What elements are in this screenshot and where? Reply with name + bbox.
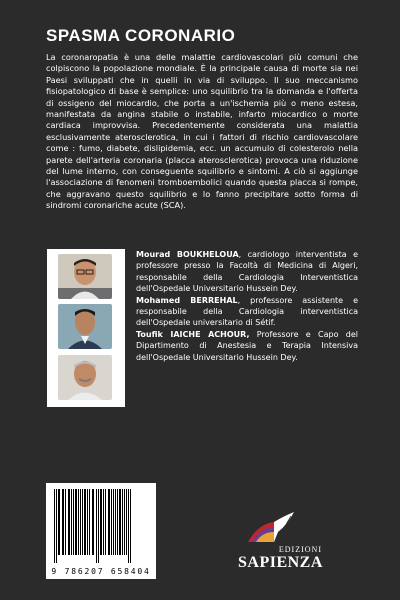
- barcode-bar: [111, 489, 112, 555]
- barcode-bar: [71, 489, 72, 555]
- barcode-bar: [87, 489, 88, 555]
- barcode-bar: [113, 489, 114, 555]
- barcode-bar: [84, 489, 86, 555]
- barcode-bar: [65, 489, 66, 555]
- isbn-number: 9 786207 658404: [51, 567, 151, 576]
- barcode-bar: [98, 489, 99, 563]
- author-bio-1: [136, 249, 358, 295]
- author-name-2: Mohamed BERREHAL: [136, 295, 238, 305]
- barcode-bar: [54, 489, 55, 563]
- synopsis-text: La coronaropatia è una delle malattie cardiovascolari più comuni che colpiscono la popolazione mondiale. È la principale causa di morte sia nei Paesi sviluppati che in quelli in via di sviluppo. Il suo meccanismo fisiopatologico di base è semplice: uno squilibrio tra la domanda e l'offerta di ossigeno del miocardio, che porta a un'ischemia più o meno estesa, manifestata da angina stabile o instabile, infarto miocardico o morte cardiaca improvvisa. Precedentemente considerata una malattia esclusivamente aterosclerotica, in cui i fattori di rischio cardiovascolare come : fumo, diabete, dislipidemia, ecc. un accumulo di colesterolo nella parete dell'arteria coronaria (placca aterosclerotica) provoca una riduzione del lume interno, con conseguente squilibrio e sintomi. A ciò si aggiunge l'associazione di fenomeni tromboembolici quando questa placca si rompe, che aggravano questo squilibrio e lo fanno precipitare sotto forma di sindromi coronariche acute (SCA).: [46, 52, 358, 211]
- barcode-bar: [80, 489, 81, 555]
- barcode-bar: [73, 489, 74, 555]
- barcode-bar: [126, 489, 127, 555]
- publisher-line-2: SAPIENZA: [238, 554, 323, 571]
- barcode-bar: [117, 489, 118, 555]
- author-photo-1: [58, 254, 112, 299]
- publisher-line-1: EDIZIONI: [278, 545, 322, 554]
- barcode-bar: [100, 489, 102, 555]
- open-book-quill-icon: [244, 510, 296, 546]
- barcode-bar: [82, 489, 83, 555]
- barcode-bar: [75, 489, 77, 555]
- barcode-bar: [119, 489, 121, 555]
- barcode-bar: [89, 489, 90, 555]
- barcode-bar: [103, 489, 104, 555]
- author-name-1: Mourad BOUKHELOUA: [136, 250, 239, 259]
- barcode-bar: [78, 489, 79, 555]
- barcode-bar: [124, 489, 125, 555]
- barcode-bars: [52, 489, 150, 563]
- publisher-logo: [236, 510, 336, 590]
- barcode-bar: [96, 489, 97, 563]
- barcode-bar: [115, 489, 116, 555]
- author-bio-3: [136, 329, 358, 363]
- book-title: SPASMA CORONARIO: [46, 26, 236, 45]
- author-photo-2: [58, 304, 112, 349]
- barcode-bar: [105, 489, 106, 555]
- author-bio-2: [136, 295, 358, 329]
- author-photos-panel: [47, 249, 125, 407]
- author-bio-text-3: Professore e Capo del Dipartimento di Anestesia e Terapia Intensiva dell'Ospedale Universitario Hussein Dey.: [136, 329, 358, 362]
- isbn-barcode: [46, 483, 156, 579]
- barcode-bar: [92, 489, 94, 555]
- author-bios: [136, 249, 358, 363]
- barcode-bar: [68, 489, 70, 555]
- author-bio-text-2: , professore assistente e responsabile della Cardiologia interventistica dell'Ospedale universitario di Sétif.: [136, 295, 359, 328]
- barcode-bar: [56, 489, 57, 563]
- barcode-bar: [130, 489, 131, 563]
- barcode-bar: [128, 489, 129, 563]
- barcode-bar: [58, 489, 60, 555]
- barcode-bar: [108, 489, 110, 555]
- author-photo-3: [58, 355, 112, 400]
- author-name-3: Toufik IAICHE ACHOUR,: [136, 329, 250, 339]
- barcode-bar: [122, 489, 123, 555]
- barcode-bar: [62, 489, 64, 555]
- author-bio-text-1: , cardiologo interventista e professore presso la Facoltà di Medicina di Algeri, responsabile della Cardiologia Interventistica dell'Ospedale Universitario Hussein Dey.: [136, 250, 358, 294]
